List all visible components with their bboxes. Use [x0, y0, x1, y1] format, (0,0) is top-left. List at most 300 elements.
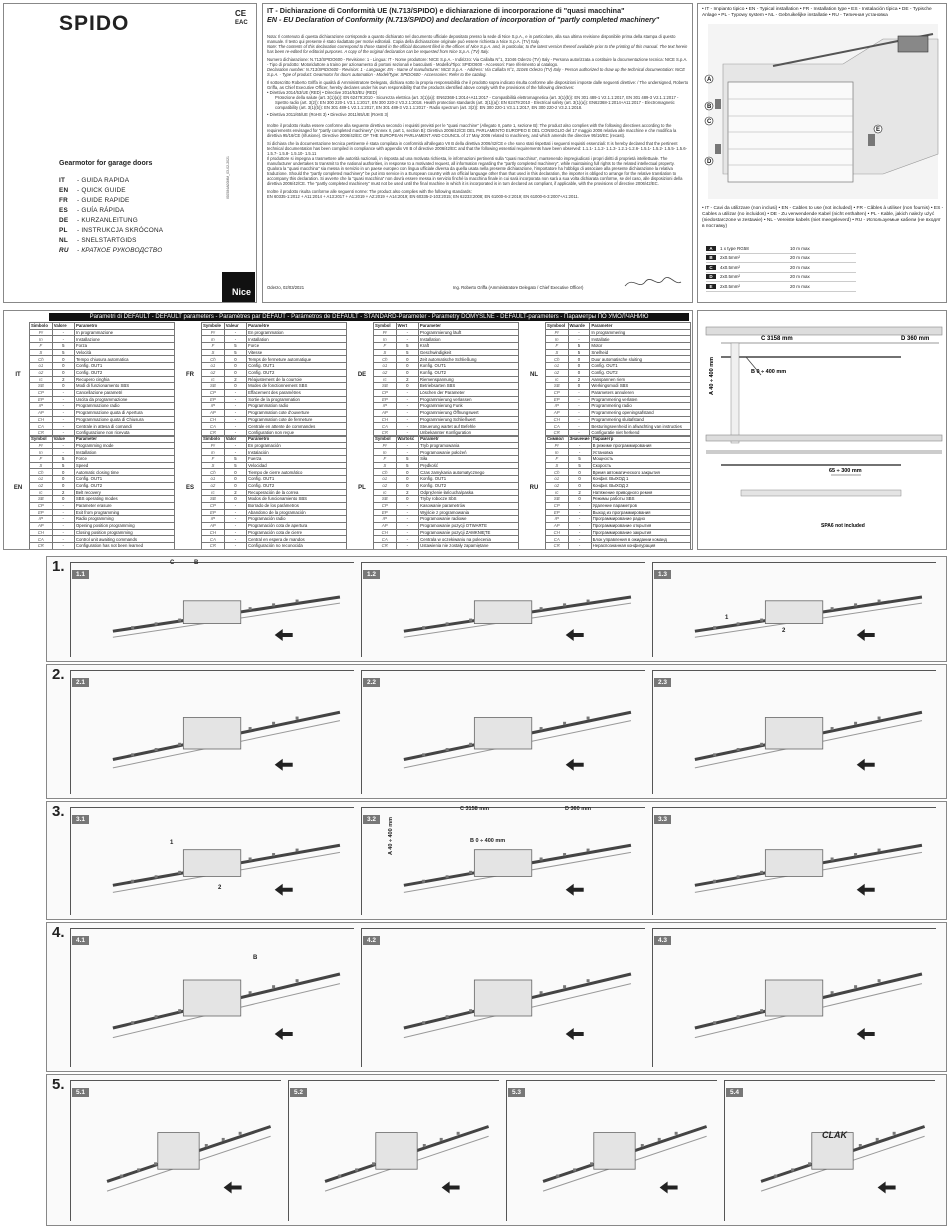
- parameter-symbol: o1: [546, 363, 569, 370]
- parameter-symbol: Pr: [374, 442, 397, 449]
- parameter-label: Control unit awaiting commands: [74, 536, 174, 543]
- table-row: [202, 489, 347, 496]
- parameter-symbol: EP: [30, 396, 53, 403]
- table-row: [546, 396, 691, 403]
- parameter-value: 0: [52, 469, 74, 476]
- table-row: [374, 329, 519, 336]
- step-tag: 4.3: [654, 936, 671, 945]
- parameter-symbol: EP: [202, 396, 225, 403]
- parameter-label: Configuration non reçue: [247, 430, 347, 437]
- table-row: [546, 416, 691, 423]
- parameter-label: En programmation: [247, 329, 347, 336]
- parameter-label: Config. OUT1: [74, 476, 174, 483]
- step-number: 1.: [52, 558, 65, 575]
- parameter-value: 2: [396, 376, 418, 383]
- parameter-lang: IT: [15, 372, 21, 378]
- body-2: Inoltre il prodotto risulta essere conforme alla seguente direttiva secondo i requisiti previsti per le "quasi macchine" (Allegato II, parte 1, sezione B): The product also complies with the following directives according to the requirements envisaged for "partly completed machinery" (Annex II, part 1, section B): Direttiva 2006/42/CE DEL PARLAMENTO EUROPEO E DEL CONSIGLIO del 17 maggio 2006 relativa alle macchine e che modifica la direttiva 95/16/CE (rifusione). Directive 2006/42/EC OF THE EUROPEAN PARLIAMENT AND COUNCIL of 17 May 2006 related to machinery, and which amends the directive 95/16/EC (recast).: [267, 123, 677, 138]
- parameter-label: Force: [247, 343, 347, 350]
- parameter-value: -: [52, 409, 74, 416]
- s32-a-label: A 40 ÷ 400 mm: [388, 817, 394, 855]
- parameter-lang: EN: [13, 485, 23, 491]
- parameter-label: Installation: [418, 336, 518, 343]
- parameter-label: Programmering verlaten: [590, 396, 691, 403]
- table-row: [202, 529, 347, 536]
- parameter-label: Tempo chiusura automatica: [75, 356, 175, 363]
- table-row: [202, 376, 347, 383]
- parameter-symbol: EP: [202, 509, 225, 516]
- step-illustration: [674, 944, 935, 1064]
- table-row: [546, 383, 691, 390]
- table-row: [202, 496, 347, 503]
- parameter-symbol: SB: [374, 383, 397, 390]
- table-row: [546, 489, 691, 496]
- table-row: [546, 516, 691, 523]
- note-en: Note: The contents of this declaration correspond to those stated in the official document filed in the offices of Nice S.p.A. and, in particular, to the latest version thereof available prior to the printing of this manual. The text herein has been re-edited for editorial purposes. A copy of the original declaration can be requested from Nice S.p.A. (TV) Italy.: [267, 44, 688, 54]
- parameter-label: Installatie: [590, 336, 691, 343]
- parameter-symbol: AP: [202, 522, 225, 529]
- table-row: [546, 529, 691, 536]
- place-date: Oderzo, 02/03/2021: [267, 285, 305, 290]
- parameter-value: 0: [396, 476, 419, 483]
- guide-row: NL - SNELSTARTGIDS: [59, 237, 137, 244]
- step-tag: 5.3: [508, 1088, 525, 1097]
- parameter-symbol: CA: [202, 423, 225, 430]
- parameter-value: 0: [52, 363, 74, 370]
- parameter-label: Radio programming: [74, 516, 174, 523]
- parameter-value: -: [568, 430, 590, 437]
- parameter-header-cell: Parámetro: [247, 436, 347, 443]
- parameter-label: Vitesse: [247, 349, 347, 356]
- parameter-symbol: o1: [202, 363, 225, 370]
- parameter-symbol: SB: [546, 496, 569, 503]
- parameter-label: Odprężenie łańcucha/paska: [419, 489, 519, 496]
- table-row: [374, 396, 519, 403]
- parameter-symbol: o2: [546, 482, 569, 489]
- parameter-value: 0: [396, 356, 418, 363]
- parameter-symbol: CH: [374, 529, 397, 536]
- table-row: [30, 476, 175, 483]
- cover-panel: [3, 3, 257, 303]
- table-row: [374, 469, 519, 476]
- parameter-label: Prędkość: [419, 462, 519, 469]
- parameter-symbol: CR: [30, 543, 53, 550]
- parameter-label: Скорость: [591, 462, 690, 469]
- step-illustration: [92, 686, 353, 791]
- parameter-label: Programmazione quota di Apertura: [75, 409, 175, 416]
- parameter-label: Programmierung Funk: [418, 403, 518, 410]
- table-row: [202, 469, 347, 476]
- body-5: Qualora la "quasi macchina" sia messa in servizio in un paese europeo con lingua ufficiale diversa da quella usata nella presente dichiarazione, l'importatore ha l'obbligo di associare alla presente dichiarazione la relativa traduzione. Should the "partly completed machinery" be put into service in a European country with an official language other than that used in this declaration, the importer is obliged to arrange for the relative translation to accompany this declaration. Si avverte che la "quasi macchina" non dovrà essere messa in servizio finché la macchina finale in cui sarà incorporata non sarà a sua volta dichiarata conforme, se del caso, alle disposizioni della direttiva 2006/42/CE. The "partly completed machinery" must not be used until the final machine in which it is incorporated is in turn declared as compliant, if applicable, with the provisions of directive 2006/42/EC.: [267, 166, 683, 186]
- parameter-symbol: CR: [374, 430, 397, 437]
- parameter-symbol: AP: [30, 522, 53, 529]
- table-row: [202, 356, 347, 363]
- parameter-label: Programmering radio: [590, 403, 691, 410]
- table-row: [546, 363, 691, 370]
- parameter-table: [373, 435, 519, 550]
- parameter-label: Programmation cote d'ouverture: [247, 409, 347, 416]
- dim-b-label: B 0 ÷ 400 mm: [751, 369, 787, 375]
- parameter-symbol: S: [30, 462, 53, 469]
- parameter-symbol: Ch: [546, 356, 569, 363]
- parameter-value: 0: [568, 356, 590, 363]
- table-row: [546, 543, 691, 550]
- parameter-symbol: In: [374, 336, 397, 343]
- parameter-symbol: rc: [30, 489, 53, 496]
- parameter-label: Configurazione non ricevuta: [75, 430, 175, 437]
- parameter-header-cell: Symbol: [30, 436, 53, 443]
- parameter-value: 5: [396, 462, 419, 469]
- parameter-label: Modes de fonctionnement SBS: [247, 383, 347, 390]
- parameter-value: 5: [52, 349, 74, 356]
- table-row: [202, 482, 347, 489]
- parameter-symbol: o2: [374, 369, 397, 376]
- parameter-header-cell: Параметр: [591, 436, 690, 443]
- parameter-value: 0: [224, 363, 246, 370]
- parameter-value: -: [52, 449, 74, 456]
- table-row: [202, 409, 347, 416]
- parameter-label: Config. OUT1: [247, 476, 347, 483]
- install-legend: • IT - Impianto tipico • EN - Typical installation • FR - Installation type • ES - Instalación típica • DE - Typische Anlage • PL - Typowy system • NL - Gebruikelijke installatie • RU - Типичная установка: [702, 7, 932, 18]
- parameter-value: 5: [224, 349, 246, 356]
- parameter-label: Zeit automatische Schließung: [418, 356, 518, 363]
- step-tag: 3.3: [654, 815, 671, 824]
- table-row: [546, 496, 691, 503]
- parameter-label: Programación cota de cierre: [247, 529, 347, 536]
- parameter-symbol: Pr: [202, 329, 225, 336]
- signature-image: [623, 274, 683, 292]
- parameter-label: Programmierung verlassen: [418, 396, 518, 403]
- parameter-symbol: CP: [30, 502, 53, 509]
- parameter-symbol: In: [30, 336, 53, 343]
- step-tag: 2.1: [72, 678, 89, 687]
- table-row: [30, 502, 175, 509]
- parameter-label: Forza: [75, 343, 175, 350]
- step-tag: 2.3: [654, 678, 671, 687]
- parameter-value: -: [224, 536, 246, 543]
- parameter-symbol: CA: [374, 536, 397, 543]
- step-tag: 3.1: [72, 815, 89, 824]
- table-row: [30, 529, 175, 536]
- parameter-label: Central en espera de mandos: [247, 536, 347, 543]
- parameter-symbol: In: [202, 449, 225, 456]
- parameter-label: Steuerung wartet auf Befehle: [418, 423, 518, 430]
- parameter-symbol: Pr: [30, 442, 53, 449]
- parameter-header-row: [374, 436, 519, 443]
- cable-row: C 4x0.5mm² 20 m max: [706, 263, 856, 273]
- parameter-value: 0: [396, 496, 419, 503]
- parameter-label: Abandono de la programación: [247, 509, 347, 516]
- parameter-symbol: CR: [202, 430, 225, 437]
- table-row: [30, 376, 175, 383]
- body-3: Si dichiara che la documentazione tecnica pertinente è stata compilata in conformità all'allegato VII B della direttiva 2006/42/CE e che sono stati rispettati i seguenti requisiti essenziali: It is hereby declared that the pertinent technical documentation has been compiled in compliance with appendix VII B of directive 2006/42/EC and that the following essential requirements have been observed: 1.1.1- 1.1.2- 1.1.3- 1.2.1-1.2.6- 1.5.1- 1.5.2- 1.5.5- 1.5.6- 1.5.7- 1.5.8- 1.5.10- 1.5.11: [267, 141, 687, 156]
- label-c: C: [707, 119, 712, 125]
- table-row: [30, 442, 175, 449]
- step-illustration: [92, 578, 353, 654]
- parameter-symbol: In: [546, 336, 569, 343]
- parameter-value: -: [52, 522, 74, 529]
- parameter-label: Config. OUT2: [247, 369, 347, 376]
- table-row: [546, 349, 691, 356]
- parameter-lang: NL: [530, 372, 538, 378]
- brand-title: SPIDO: [59, 12, 130, 35]
- step-illustration: [383, 578, 644, 654]
- parameter-symbol: CA: [374, 423, 397, 430]
- cables-legend: • IT - Cavi da utilizzare (non inclusi) • EN - Cables to use (not included) • FR - Câbles à utiliser (non fournis) • ES - Cables a utilizar (no incluidos) • DE - Zu verwendende Kabel (nicht enthalten) • PL - Kable, jakich należy użyć (niedostarczone w zestawie) • NL - Vereiste kabels (niet meegeleverd) • RU - Используемые кабели (не входят в поставку): [702, 206, 944, 229]
- parameter-symbol: S: [546, 462, 569, 469]
- step-number: 2.: [52, 666, 65, 683]
- parameter-label: Программирование открытия: [591, 522, 690, 529]
- parameter-symbol: AP: [546, 409, 569, 416]
- parameter-symbol: CP: [546, 389, 569, 396]
- parameter-symbol: o2: [30, 482, 53, 489]
- parameter-label: Installation: [247, 336, 347, 343]
- parameter-value: 5: [52, 343, 74, 350]
- table-row: [374, 369, 519, 376]
- declaration-title-en: EN - EU Declaration of Conformity (N.713/SPIDO) and declaration of incorporation of "partly completed machinery": [267, 15, 660, 24]
- parameter-value: 0: [224, 476, 246, 483]
- parameter-header-cell: Simbolo: [30, 323, 53, 330]
- parameter-value: -: [224, 522, 246, 529]
- step-illustration: [92, 1096, 280, 1218]
- dim-e-label: 65 ÷ 300 mm: [829, 468, 862, 474]
- parameter-symbol: EP: [30, 509, 53, 516]
- parameter-symbol: CP: [30, 389, 53, 396]
- parameter-value: 0: [396, 469, 419, 476]
- parameter-symbol: o1: [30, 363, 53, 370]
- parameter-label: Werkingsmodi SBS: [590, 383, 691, 390]
- label-step-1: 1: [725, 615, 729, 621]
- parameter-table: [29, 322, 175, 437]
- step-illustration: [674, 686, 935, 791]
- parameter-header-cell: Symbol: [374, 436, 397, 443]
- parameter-value: -: [52, 543, 74, 550]
- parameter-header-row: [546, 436, 691, 443]
- parameter-label: Удаление параметров: [591, 502, 690, 509]
- parameter-symbol: Ch: [30, 356, 53, 363]
- parameter-label: Centrale en attente de commandes: [247, 423, 347, 430]
- table-row: [546, 376, 691, 383]
- parameter-value: 0: [396, 482, 419, 489]
- side-code: IS0584A00MM_03-02-2021: [226, 155, 230, 199]
- parameter-label: Конфиг. ВЫХОД 2: [591, 482, 690, 489]
- label-e: E: [876, 127, 881, 133]
- dim-d-label: D 360 mm: [901, 336, 930, 342]
- parameter-header-cell: Parametro: [75, 323, 175, 330]
- parameter-value: 5: [224, 456, 246, 463]
- parameter-label: Modi di funzionamento SBS: [75, 383, 175, 390]
- parameter-value: 5: [396, 456, 419, 463]
- parameter-value: -: [224, 329, 246, 336]
- parameter-label: Программирование закрытия: [591, 529, 690, 536]
- step-illustration: [92, 823, 353, 912]
- table-row: [546, 469, 691, 476]
- parameter-value: 5: [396, 343, 418, 350]
- table-row: [546, 456, 691, 463]
- parameter-symbol: In: [30, 449, 53, 456]
- parameter-label: Closing position programming: [74, 529, 174, 536]
- cable-row: B 2x0.5mm² 20 m max: [706, 254, 856, 264]
- parameter-value: 0: [224, 482, 246, 489]
- parameter-value: -: [224, 416, 246, 423]
- parameter-header-cell: Wert: [396, 323, 418, 330]
- parameter-symbol: CP: [374, 389, 397, 396]
- parameter-label: Unbekannter Konfiguration: [418, 430, 518, 437]
- parameter-value: 0: [568, 363, 590, 370]
- parameter-label: Réajustement de la courroie: [247, 376, 347, 383]
- parameter-label: Kasowanie parametrów: [419, 502, 519, 509]
- cable-row: A 1 x type RG58 10 m max: [706, 244, 856, 254]
- parameter-symbol: rP: [546, 403, 569, 410]
- table-row: [546, 369, 691, 376]
- parameter-header-row: [202, 323, 347, 330]
- table-row: [374, 363, 519, 370]
- parameter-label: Programmering sluitafstand: [590, 416, 691, 423]
- table-row: [30, 496, 175, 503]
- table-row: [202, 509, 347, 516]
- parameter-value: 5: [568, 349, 590, 356]
- parameter-label: Fuerza: [247, 456, 347, 463]
- parameter-value: -: [396, 536, 419, 543]
- parameter-label: Konfig. OUT1: [418, 363, 518, 370]
- parameters-panel: [3, 310, 693, 550]
- parameter-symbol: o1: [30, 476, 53, 483]
- parameter-value: -: [396, 529, 419, 536]
- parameter-symbol: SB: [202, 496, 225, 503]
- parameter-value: -: [52, 529, 74, 536]
- parameter-symbol: CA: [546, 423, 569, 430]
- parameter-symbol: o1: [546, 476, 569, 483]
- table-row: [546, 403, 691, 410]
- parameter-symbol: SB: [30, 383, 53, 390]
- parameter-symbol: CA: [202, 536, 225, 543]
- table-row: [30, 409, 175, 416]
- guide-row: FR - GUIDE RAPIDE: [59, 197, 130, 204]
- parameter-symbol: rP: [30, 403, 53, 410]
- parameter-symbol: CR: [30, 430, 53, 437]
- table-row: [374, 496, 519, 503]
- parameter-header-cell: Parameter: [418, 323, 518, 330]
- parameter-symbol: rP: [30, 516, 53, 523]
- parameter-label: Instalación: [247, 449, 347, 456]
- table-row: [374, 489, 519, 496]
- parameter-label: Betriebsarten SBS: [418, 383, 518, 390]
- parameter-header-row: [546, 323, 691, 330]
- table-row: [202, 403, 347, 410]
- table-row: [30, 403, 175, 410]
- parameter-label: Speed: [74, 462, 174, 469]
- parameter-symbol: CP: [202, 502, 225, 509]
- parameter-value: -: [224, 502, 246, 509]
- parameter-label: Выход из программирования: [591, 509, 690, 516]
- body-4: Il produttore si impegna a trasmettere alle autorità nazionali, in risposta ad una motivata richiesta, le informazioni pertinenti sulla "quasi macchina", mantenendo impregiudicati i propri diritti di proprietà intellettuale. The manufacturer undertakes to transmit to the national authorities, in response to a motivated request, all information regarding the "partly completed machinery", while maintaining full rights to the related intellectual property.: [267, 156, 675, 166]
- table-row: [30, 363, 175, 370]
- step-illustration: [383, 823, 644, 912]
- s41-b-label: B: [253, 955, 258, 961]
- parameter-value: 0: [568, 476, 591, 483]
- parameter-table: [545, 435, 691, 550]
- parameter-symbol: CH: [202, 529, 225, 536]
- s32-d-label: D 360 mm: [565, 806, 591, 812]
- cable-row: D 2x0.5mm² 20 m max: [706, 273, 856, 283]
- parameter-label: In programmering: [590, 329, 691, 336]
- parameter-label: En programación: [247, 442, 347, 449]
- table-row: [202, 329, 347, 336]
- parameter-label: Belt recovery: [74, 489, 174, 496]
- parameter-label: Konfig. OUT2: [418, 369, 518, 376]
- parameter-symbol: Pr: [30, 329, 53, 336]
- parameter-label: Programación cota de apertura: [247, 522, 347, 529]
- parameter-value: -: [568, 389, 590, 396]
- table-row: [374, 502, 519, 509]
- parameter-label: Cancellazione parametri: [75, 389, 175, 396]
- parameter-symbol: F: [30, 343, 53, 350]
- parameter-symbol: rP: [202, 516, 225, 523]
- guide-row: PL - INSTRUKCJA SKRÓCONA: [59, 227, 164, 234]
- table-row: [374, 442, 519, 449]
- parameter-header-row: [30, 436, 175, 443]
- parameter-label: Config. OUT2: [74, 482, 174, 489]
- table-row: [30, 469, 175, 476]
- parameter-label: Recupero cinghia: [75, 376, 175, 383]
- parameter-value: -: [52, 536, 74, 543]
- parameter-symbol: SB: [30, 496, 53, 503]
- parameter-symbol: EP: [374, 509, 397, 516]
- parameter-value: -: [224, 409, 246, 416]
- parameter-symbol: SB: [202, 383, 225, 390]
- parameter-value: -: [52, 516, 74, 523]
- table-row: [374, 522, 519, 529]
- parameter-label: Programmation radio: [247, 403, 347, 410]
- parameter-table: [545, 322, 691, 437]
- table-row: [202, 462, 347, 469]
- parameter-value: 0: [224, 383, 246, 390]
- parameter-symbol: CA: [30, 423, 53, 430]
- table-row: [202, 349, 347, 356]
- parameter-label: Programowanie pozycji OTWARTE: [419, 522, 519, 529]
- step-tag: 3.2: [363, 815, 380, 824]
- parameter-header-cell: Parameter: [590, 323, 691, 330]
- declaration-panel: [262, 3, 693, 303]
- parameter-label: Riemenspannung: [418, 376, 518, 383]
- parameter-value: -: [224, 543, 246, 550]
- step-illustration: [746, 1096, 934, 1218]
- parameter-label: Löschen der Parameter: [418, 389, 518, 396]
- parameter-header-cell: Parameter: [74, 436, 174, 443]
- dim-c-label: C 3158 mm: [761, 336, 793, 342]
- parameter-value: -: [52, 430, 74, 437]
- parameter-label: Время автоматического закрытия: [591, 469, 690, 476]
- table-row: [546, 482, 691, 489]
- parameter-label: Temps de fermeture automatique: [247, 356, 347, 363]
- parameter-value: -: [52, 396, 74, 403]
- parameter-table: [201, 322, 347, 437]
- parameter-value: 0: [52, 383, 74, 390]
- parameter-value: -: [224, 423, 246, 430]
- parameter-label: In programmazione: [75, 329, 175, 336]
- parameter-value: 0: [52, 369, 74, 376]
- parameter-label: Tiempo de cierre automático: [247, 469, 347, 476]
- cables-table: [706, 244, 856, 292]
- step-number: 3.: [52, 803, 65, 820]
- parameter-value: 2: [52, 489, 74, 496]
- table-row: [202, 416, 347, 423]
- parameter-symbol: Ch: [374, 356, 397, 363]
- table-row: [30, 383, 175, 390]
- guide-row: IT - GUIDA RAPIDA: [59, 177, 130, 184]
- parameter-symbol: o2: [30, 369, 53, 376]
- parameter-label: Configuration has not been learned: [74, 543, 174, 550]
- parameter-lang: FR: [186, 372, 194, 378]
